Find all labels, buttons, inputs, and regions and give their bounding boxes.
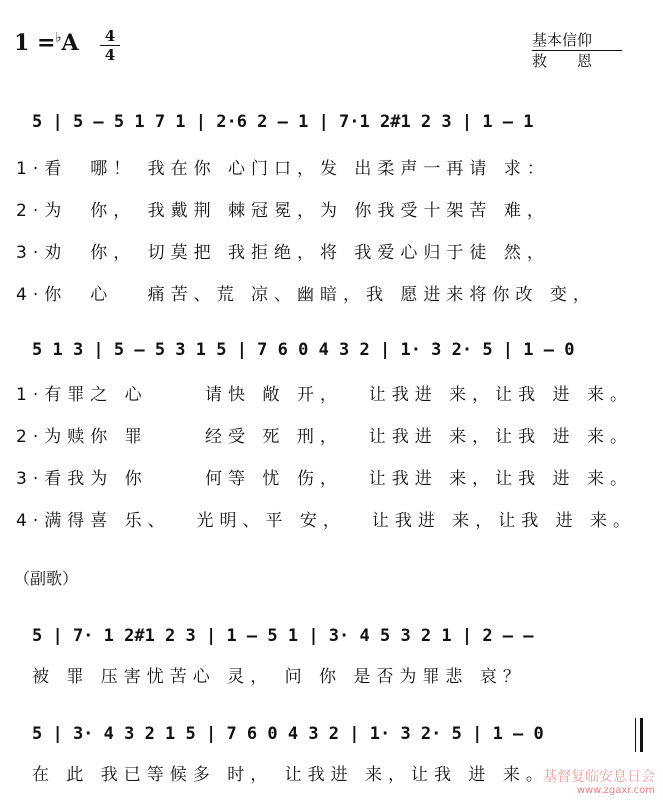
final-barline-thick [640,718,643,752]
chorus-notes-line2: 5 | 3· 4 3 2 1 5 | 7 6 0 4 3 2 | 1· 3 2· 5 | 1 — 0 [32,724,544,744]
chorus-label: （副歌） [14,569,79,588]
chorus-lyric-line1: 被 罪 压害忧苦心 灵， 问 你 是否为罪悲 哀？ [32,667,526,687]
time-signature: 4 4 [100,28,120,63]
verse-lyric-1-4: 4·你 心 痛苦、荒 凉、幽暗，我 愿进来将你改 变， [16,285,596,305]
credit-title: 基本信仰 [532,31,593,49]
key-signature: 1 =♭A [14,30,79,56]
watermark: 基督复临安息日会 www.zgaxr.com [543,769,655,796]
chorus-notes-line1: 5 | 7· 1 2#1 2 3 | 1 — 5 1 | 3· 4 5 3 2 1 | 2 — — [32,626,534,646]
final-barline-thin [635,718,636,752]
verse-lyric-1-1: 1·看 哪！ 我在你 心门口，发 出柔声一再请 求： [16,159,550,179]
verse-lyric-2-2: 2·为赎你 罪 经受 死 刑， 让我进 来，让我 进 来。 [16,427,633,447]
verse-notes-line2: 5 1 3 | 5 — 5 3 1 5 | 7 6 0 4 3 2 | 1· 3 2· 5 | 1 — 0 [32,340,575,360]
chorus-lyric-line2: 在 此 我已等候多 时， 让我进 来，让我 进 来。 [32,765,549,785]
verse-lyric-1-2: 2·为 你， 我戴荆 棘冠冕，为 你我受十架苦 难， [16,201,550,221]
song-credit [532,30,622,71]
verse-lyric-2-1: 1·有罪之 心 请快 敞 开， 让我进 来，让我 进 来。 [16,385,633,405]
verse-lyric-1-3: 3·劝 你， 切莫把 我拒绝，将 我爱心归于徒 然， [16,243,550,263]
credit-author: 救 恩 [532,52,593,70]
verse-notes-line1: 5 | 5 — 5 1 7 1 | 2·6 2 — 1 | 7·1 2#1 2 3 | 1 — 1 [32,112,534,132]
verse-lyric-2-4: 4·满得喜 乐、 光明、平 安， 让我进 来，让我 进 来。 [16,511,637,531]
verse-lyric-2-3: 3·看我为 你 何等 忧 伤， 让我进 来，让我 进 来。 [16,469,633,489]
